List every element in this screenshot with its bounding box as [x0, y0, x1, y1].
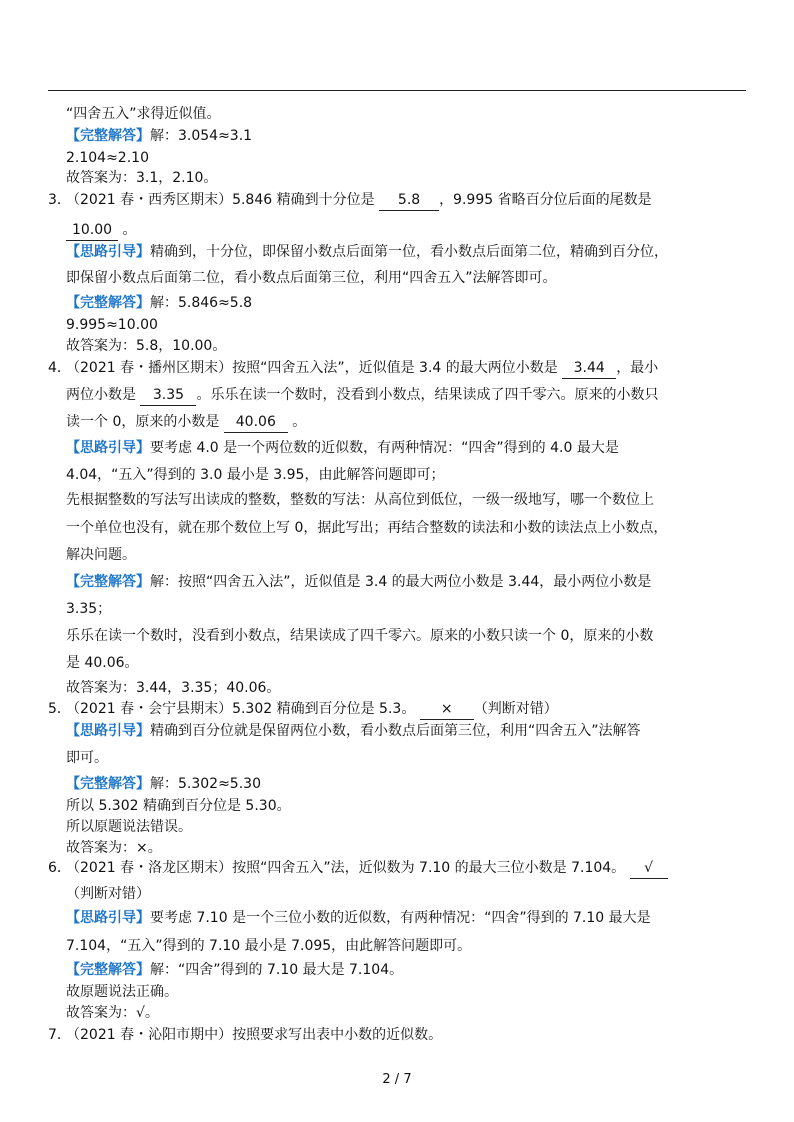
question-line	[66, 385, 658, 406]
text-line: 即保留小数点后面第二位，看小数点后面第三位，利用“四舍五入”法解答即可。	[66, 270, 557, 286]
think-line	[66, 242, 668, 262]
text-line: 7.104，“五入”得到的 7.10 最小是 7.095，由此解答问题即可。	[66, 938, 472, 954]
answer-blank: √	[630, 858, 668, 879]
solution-line	[66, 572, 651, 592]
solution-tag: 【完整解答】	[66, 128, 150, 144]
text: 解：按照“四舍五入法”，近似值是 3.4 的最大两位小数是 3.44，最小两位小数是	[150, 574, 652, 590]
text-line: 即可。	[66, 750, 108, 766]
text: 。	[292, 414, 307, 430]
text-line: 故答案为：3.44，3.35；40.06。	[66, 680, 281, 696]
text: ，最小	[616, 360, 659, 376]
text: 读一个 0，原来的小数是	[66, 414, 220, 430]
answer-blank: 3.44	[562, 358, 616, 379]
text: （判断对错）	[473, 701, 558, 717]
text: 精确到百分位就是保留两位小数，看小数点后面第三位，利用“四舍五入”法解答	[150, 723, 641, 739]
text: （2021 春・洛龙区期末）按照“四舍五入”法，近似数为 7.10 的最大三位小数是 7.104。	[66, 860, 626, 876]
question-number: 6．	[48, 860, 71, 876]
solution-line	[66, 293, 252, 313]
question-number: 4．	[48, 360, 71, 376]
text-line: 9.995≈10.00	[66, 317, 158, 333]
text: 要考虑 4.0 是一个两位数的近似数，有两种情况：“四舍”得到的 4.0 最大是	[150, 440, 619, 456]
solution-tag: 【完整解答】	[66, 574, 150, 590]
solution-line	[66, 774, 261, 794]
text: 精确到，十分位，即保留小数点后面第一位，看小数点后面第二位，精确到百分位，	[150, 244, 668, 260]
question-line	[66, 190, 652, 211]
text-line: 故答案为：×。	[66, 840, 162, 856]
text-line: 故答案为：5.8，10.00。	[66, 338, 227, 354]
answer-blank: 10.00	[66, 220, 118, 241]
text: ，9.995 省略百分位后面的尾数是	[439, 192, 652, 208]
think-tag: 【思路引导】	[66, 910, 150, 926]
question-line	[66, 858, 668, 879]
text-line: 2.104≈2.10	[66, 150, 149, 166]
text: 。乐乐在读一个数时，没看到小数点，结果读成了四千零六。原来的小数只	[196, 387, 659, 403]
question-line	[66, 358, 658, 379]
think-tag: 【思路引导】	[66, 723, 150, 739]
text: 解：5.846≈5.8	[150, 295, 253, 311]
text-line: 故原题说法正确。	[66, 984, 178, 1000]
text-line: 3.35；	[66, 601, 112, 617]
think-tag: 【思路引导】	[66, 244, 150, 260]
text-line: 是 40.06。	[66, 655, 139, 671]
answer-blank: 5.8	[379, 190, 439, 211]
text-line: 所以原题说法错误。	[66, 819, 192, 835]
think-tag: 【思路引导】	[66, 440, 150, 456]
page-number: 2 / 7	[382, 1072, 412, 1087]
question-number: 3．	[48, 192, 71, 208]
question-number: 5．	[48, 701, 71, 717]
text: 解：“四舍”得到的 7.10 最大是 7.104。	[150, 962, 404, 978]
question-line: （2021 春・沁阳市期中）按照要求写出表中小数的近似数。	[66, 1027, 443, 1043]
solution-tag: 【完整解答】	[66, 962, 150, 978]
text: 两位小数是	[66, 387, 136, 403]
solution-tag: 【完整解答】	[66, 776, 150, 792]
answer-blank: ×	[420, 699, 474, 720]
solution-tag: 【完整解答】	[66, 295, 150, 311]
text-line: 一个单位也没有，就在那个数位上写 0，据此写出；再结合整数的读法和小数的读法点上小数点，	[66, 520, 668, 536]
solution-line	[66, 126, 252, 146]
think-line	[66, 908, 651, 928]
question-line	[66, 699, 558, 720]
text-line: 乐乐在读一个数时，没看到小数点，结果读成了四千零六。原来的小数只读一个 0，原来的小数	[66, 628, 654, 644]
text-line: （判断对错）	[66, 886, 150, 902]
text-line: 所以 5.302 精确到百分位是 5.30。	[66, 798, 291, 814]
text-line: 解决问题。	[66, 547, 136, 563]
text-line: 故答案为：√。	[66, 1005, 159, 1021]
text: 要考虑 7.10 是一个三位小数的近似数，有两种情况：“四舍”得到的 7.10 最大是	[150, 910, 651, 926]
header-rule	[48, 90, 746, 91]
text: （2021 春・西秀区期末）5.846 精确到十分位是	[66, 192, 375, 208]
text: 解：3.054≈3.1	[150, 128, 253, 144]
text-line: 4.04，“五入”得到的 3.0 最小是 3.95，由此解答问题即可；	[66, 467, 445, 483]
question-number: 7．	[48, 1027, 71, 1043]
think-line	[66, 721, 641, 741]
think-line	[66, 438, 619, 458]
text: （2021 春・播州区期末）按照“四舍五入法”，近似值是 3.4 的最大两位小数是	[66, 360, 558, 376]
question-line	[66, 412, 306, 433]
text-line: 故答案为：3.1，2.10。	[66, 170, 218, 186]
text: 。	[122, 222, 137, 238]
answer-blank: 3.35	[140, 385, 196, 406]
text: 解：5.302≈5.30	[150, 776, 261, 792]
text: （2021 春・会宁县期末）5.302 精确到百分位是 5.3。	[66, 701, 416, 717]
answer-blank: 40.06	[224, 412, 288, 433]
text-line: 先根据整数的写法写出读成的整数，整数的写法：从高位到低位，一级一级地写，哪一个数位上	[66, 492, 654, 508]
question-line	[66, 220, 136, 241]
text-line: “四舍五入”求得近似值。	[66, 106, 221, 122]
solution-line	[66, 960, 403, 980]
